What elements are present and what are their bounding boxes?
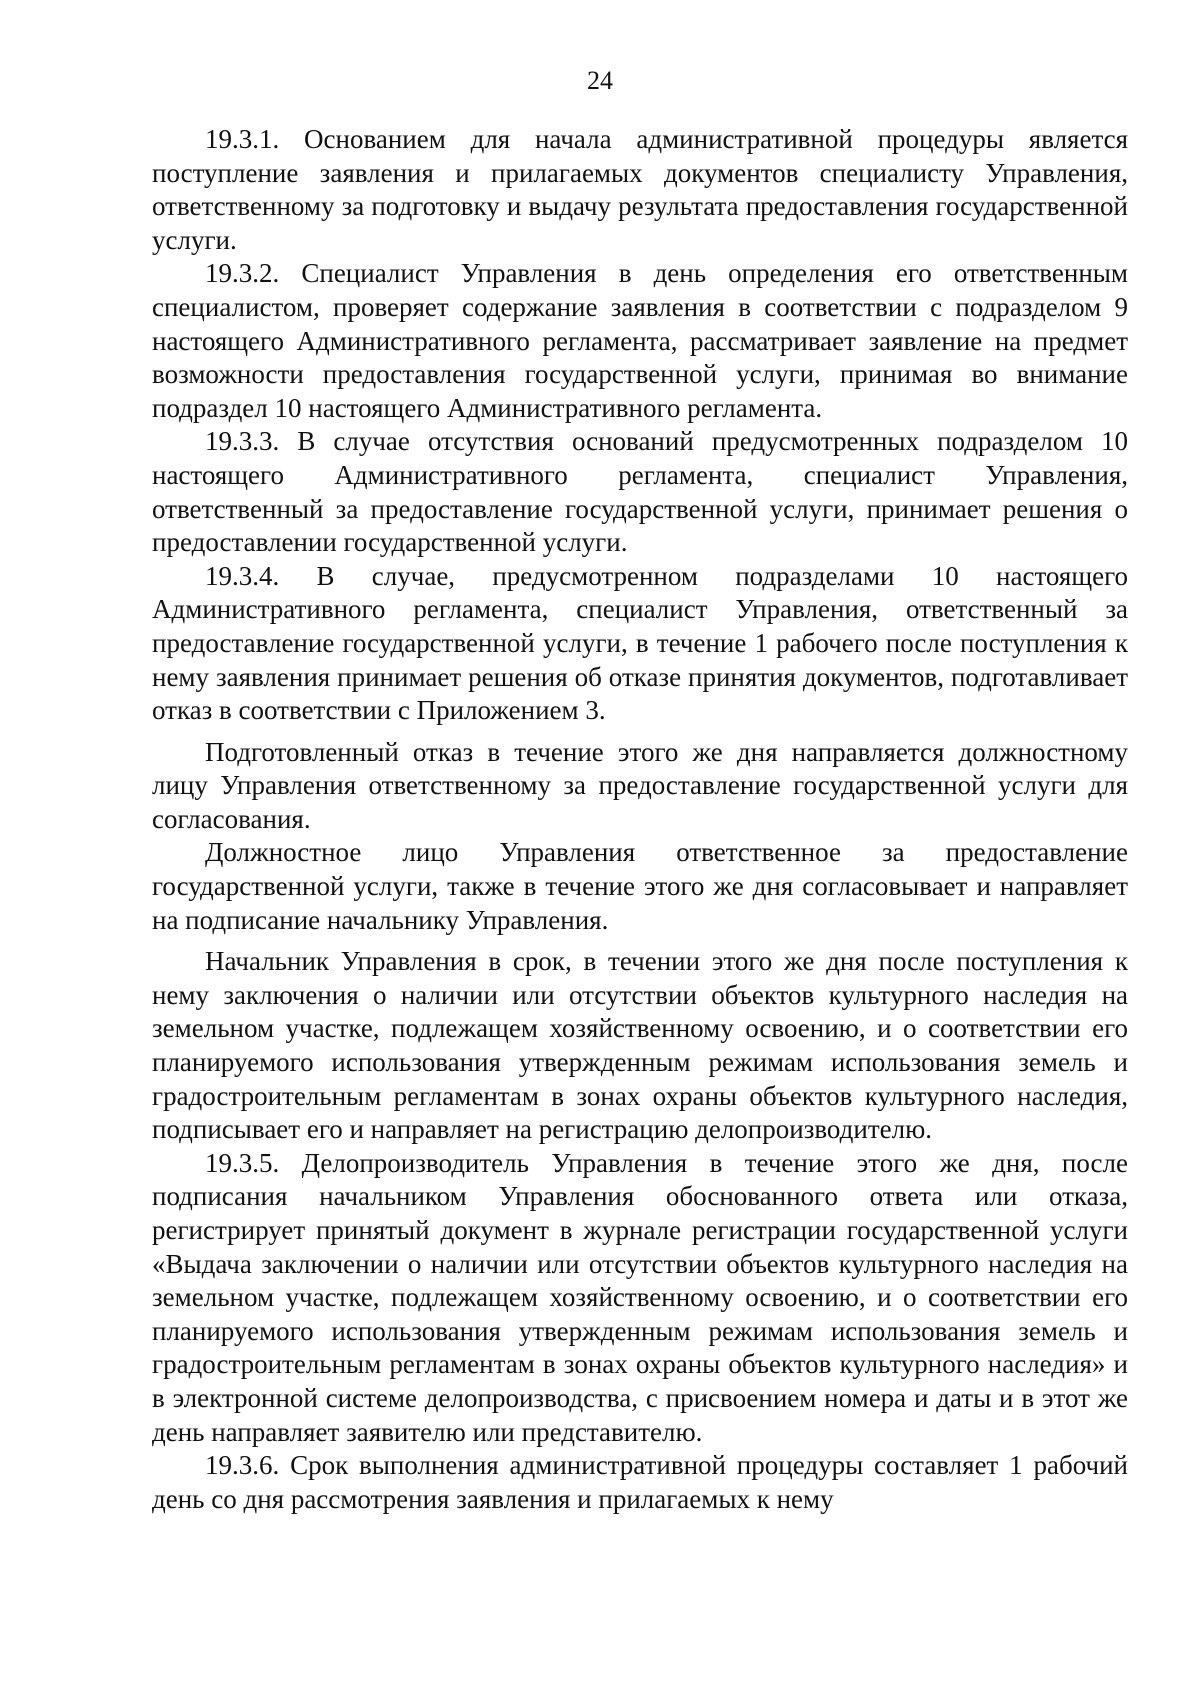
paragraph-19-3-4: 19.3.4. В случае, предусмотренном подразделами 10 настоящего Административного регламента, специалист Управления, ответственный за предоставление государственной услуги, в течение 1 рабочего после поступления к нему заявления принимает решения об отказе принятия документов, подготавливает отказ в соответствии с Приложением 3. xyxy=(152,560,1128,726)
paragraph-19-3-2: 19.3.2. Специалист Управления в день определения его ответственным специалистом, проверяет содержание заявления в соответствии с подразделом 9 настоящего Административного регламента, рассматривает заявление на предмет возможности предоставления государственной услуги, принимая во внимание подраздел 10 настоящего Административного регламента. xyxy=(152,258,1128,423)
paragraph-prepared-refusal: Подготовленный отказ в течение этого же дня направляется должностному лицу Управления ответственному за предоставление государственной услуги для согласования. xyxy=(152,736,1128,834)
paragraph-19-3-1: 19.3.1. Основанием для начала административной процедуры является поступление заявления и прилагаемых документов специалисту Управления, ответственному за подготовку и выдачу результата предоставления государственной услуги. xyxy=(152,124,1128,255)
paragraph-head-signature: Начальник Управления в срок, в течении этого же дня после поступления к нему заключения о наличии или отсутствии объектов культурного наследия на земельном участке, подлежащем хозяйственному освоению, и о соответствии его планируемого использования утвержденным режимам использования земель и градостроительным регламентам в зонах охраны объектов культурного наследия, подписывает его и направляет на регистрацию делопроизводителю. xyxy=(152,946,1128,1145)
paragraph-official-approval: Должностное лицо Управления ответственное за предоставление государственной услуги, также в течение этого же дня согласовывает и направляет на подписание начальнику Управления. xyxy=(152,837,1128,935)
paragraph-19-3-5: 19.3.5. Делопроизводитель Управления в течение этого же дня, после подписания начальником Управления обоснованного ответа или отказа, регистрирует принятый документ в журнале регистрации государственной услуги «Выдача заключении о наличии или отсутствии объектов культурного наследия на земельном участке, подлежащем хозяйственному освоению, и о соответствии его планируемого использования утвержденным режимам использования земель и градостроительным регламентам в зонах охраны объектов культурного наследия» и в электронной системе делопроизводства, с присвоением номера и даты и в этот же день направляет заявителю или представителю. xyxy=(152,1147,1128,1447)
paragraph-19-3-6: 19.3.6. Срок выполнения административной процедуры составляет 1 рабочий день со дня рассмотрения заявления и прилагаемых к нему xyxy=(152,1450,1128,1514)
page-number: 24 xyxy=(587,66,613,95)
paragraph-19-3-3: 19.3.3. В случае отсутствия оснований предусмотренных подразделом 10 настоящего Административного регламента, специалист Управления, ответственный за предоставление государственной услуги, принимает решения о предоставлении государственной услуги. xyxy=(152,426,1128,558)
document-body xyxy=(152,123,1128,1516)
